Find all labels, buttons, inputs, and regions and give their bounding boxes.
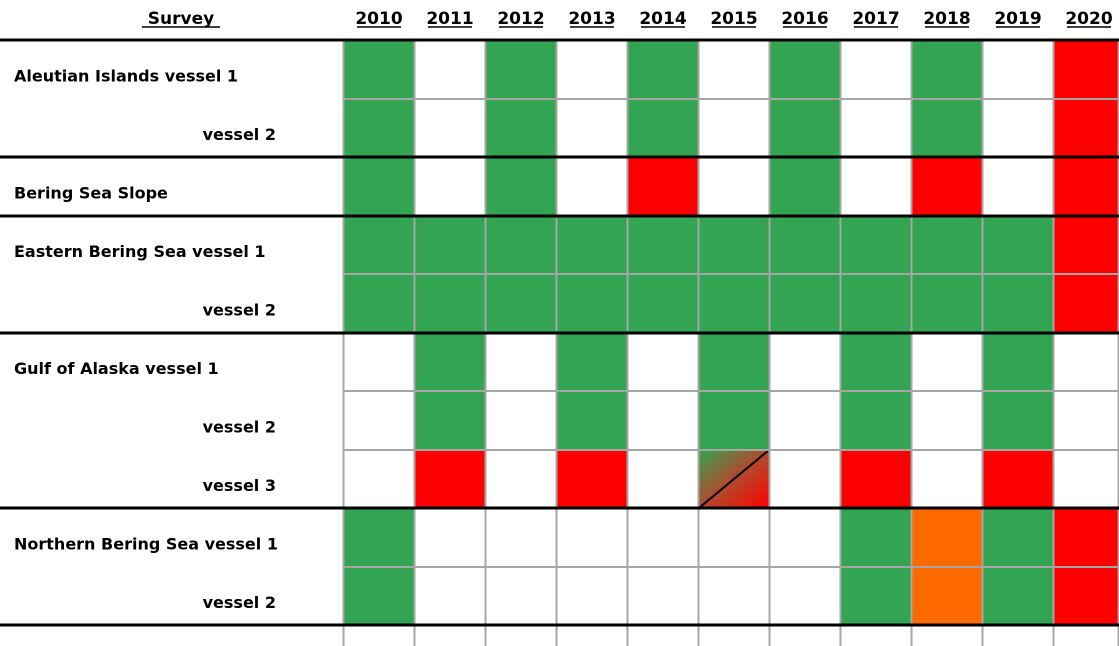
cell-vessel-2-g4-r1-2020 <box>1054 567 1119 625</box>
cell-eastern-bering-sea-vessel-1-g2-r0-2018 <box>912 216 982 274</box>
cell-aleutian-islands-vessel-1-g0-r0-2020 <box>1054 40 1119 99</box>
cell-vessel-2-g4-r1-2013 <box>557 567 627 625</box>
cell-vessel-3-g3-r2-2012 <box>486 450 556 508</box>
cell-northern-bering-sea-vessel-1-g4-r0-2014 <box>628 508 698 567</box>
cell-vessel-2-g4-r1-2018 <box>912 567 982 625</box>
cell-aleutian-islands-vessel-1-g0-r0-2012 <box>486 40 556 99</box>
cell-vessel-2-g0-r1-2017 <box>841 99 911 157</box>
cell-vessel-2-g3-r1-2011 <box>415 391 485 450</box>
cell-gulf-of-alaska-vessel-1-g3-r0-2014 <box>628 333 698 391</box>
cell-gulf-of-alaska-vessel-1-g3-r0-2010 <box>344 333 414 391</box>
cell-vessel-2-g3-r1-2012 <box>486 391 556 450</box>
cell-eastern-bering-sea-vessel-1-g2-r0-2011 <box>415 216 485 274</box>
cell-vessel-3-g3-r2-2018 <box>912 450 982 508</box>
cell-bering-sea-slope-g1-r0-2013 <box>557 157 627 216</box>
cell-eastern-bering-sea-vessel-1-g2-r0-2014 <box>628 216 698 274</box>
cell-vessel-3-g3-r2-2020 <box>1054 450 1119 508</box>
cell-gulf-of-alaska-vessel-1-g3-r0-2011 <box>415 333 485 391</box>
cell-eastern-bering-sea-vessel-1-g2-r0-2010 <box>344 216 414 274</box>
cell-vessel-2-g3-r1-2010 <box>344 391 414 450</box>
cell-aleutian-islands-vessel-1-g0-r0-2014 <box>628 40 698 99</box>
year-tick-label-2017: 2017 <box>852 9 900 29</box>
year-tick-label-2013: 2013 <box>568 9 616 29</box>
cell-vessel-2-g0-r1-2015 <box>699 99 769 157</box>
cell-vessel-2-g0-r1-2012 <box>486 99 556 157</box>
year-tick-label-2016: 2016 <box>781 9 829 29</box>
cell-aleutian-islands-vessel-1-g0-r0-2015 <box>699 40 769 99</box>
cell-eastern-bering-sea-vessel-1-g2-r0-2013 <box>557 216 627 274</box>
cell-aleutian-islands-vessel-1-g0-r0-2013 <box>557 40 627 99</box>
cell-eastern-bering-sea-vessel-1-g2-r0-2012 <box>486 216 556 274</box>
year-tick-label-2020: 2020 <box>1065 9 1113 29</box>
cell-vessel-2-g2-r1-2014 <box>628 274 698 333</box>
cell-northern-bering-sea-vessel-1-g4-r0-2017 <box>841 508 911 567</box>
cell-northern-bering-sea-vessel-1-g4-r0-2010 <box>344 508 414 567</box>
cell-aleutian-islands-vessel-1-g0-r0-2019 <box>983 40 1053 99</box>
year-tick-label-2018: 2018 <box>923 9 971 29</box>
row-label-gulf-of-alaska-vessel-1-g3-r0: Gulf of Alaska vessel 1 <box>14 358 219 378</box>
cell-vessel-2-g0-r1-2016 <box>770 99 840 157</box>
cell-bering-sea-slope-g1-r0-2020 <box>1054 157 1119 216</box>
cell-eastern-bering-sea-vessel-1-g2-r0-2020 <box>1054 216 1119 274</box>
cell-northern-bering-sea-vessel-1-g4-r0-2015 <box>699 508 769 567</box>
cell-eastern-bering-sea-vessel-1-g2-r0-2016 <box>770 216 840 274</box>
year-tick-label-2011: 2011 <box>426 9 474 29</box>
cell-vessel-2-g0-r1-2018 <box>912 99 982 157</box>
cell-vessel-2-g2-r1-2012 <box>486 274 556 333</box>
row-label-bering-sea-slope-g1-r0: Bering Sea Slope <box>14 183 168 203</box>
cell-aleutian-islands-vessel-1-g0-r0-2017 <box>841 40 911 99</box>
cell-vessel-2-g2-r1-2019 <box>983 274 1053 333</box>
cell-gulf-of-alaska-vessel-1-g3-r0-2015 <box>699 333 769 391</box>
cell-vessel-2-g2-r1-2015 <box>699 274 769 333</box>
year-tick-label-2012: 2012 <box>497 9 545 29</box>
cell-gulf-of-alaska-vessel-1-g3-r0-2017 <box>841 333 911 391</box>
cell-vessel-2-g3-r1-2019 <box>983 391 1053 450</box>
cell-vessel-2-g3-r1-2017 <box>841 391 911 450</box>
cell-northern-bering-sea-vessel-1-g4-r0-2011 <box>415 508 485 567</box>
cell-vessel-2-g4-r1-2012 <box>486 567 556 625</box>
cell-bering-sea-slope-g1-r0-2015 <box>699 157 769 216</box>
cell-vessel-3-g3-r2-2016 <box>770 450 840 508</box>
row-label-vessel-2-g4-r1: vessel 2 <box>202 592 276 612</box>
cell-vessel-2-g0-r1-2019 <box>983 99 1053 157</box>
year-tick-label-2015: 2015 <box>710 9 758 29</box>
cell-eastern-bering-sea-vessel-1-g2-r0-2017 <box>841 216 911 274</box>
cell-vessel-2-g0-r1-2011 <box>415 99 485 157</box>
cell-vessel-2-g4-r1-2019 <box>983 567 1053 625</box>
cell-vessel-3-g3-r2-2010 <box>344 450 414 508</box>
cell-vessel-2-g0-r1-2010 <box>344 99 414 157</box>
cell-vessel-2-g0-r1-2013 <box>557 99 627 157</box>
row-label-eastern-bering-sea-vessel-1-g2-r0: Eastern Bering Sea vessel 1 <box>14 241 266 261</box>
cell-vessel-2-g4-r1-2011 <box>415 567 485 625</box>
cell-vessel-2-g2-r1-2016 <box>770 274 840 333</box>
cell-vessel-2-g3-r1-2015 <box>699 391 769 450</box>
cell-vessel-2-g3-r1-2014 <box>628 391 698 450</box>
cell-bering-sea-slope-g1-r0-2014 <box>628 157 698 216</box>
cell-vessel-3-g3-r2-2014 <box>628 450 698 508</box>
cell-aleutian-islands-vessel-1-g0-r0-2011 <box>415 40 485 99</box>
cell-vessel-3-g3-r2-2019 <box>983 450 1053 508</box>
cell-vessel-2-g0-r1-2014 <box>628 99 698 157</box>
year-tick-label-2014: 2014 <box>639 9 687 29</box>
cell-bering-sea-slope-g1-r0-2010 <box>344 157 414 216</box>
cell-aleutian-islands-vessel-1-g0-r0-2018 <box>912 40 982 99</box>
cell-vessel-2-g0-r1-2020 <box>1054 99 1119 157</box>
cell-aleutian-islands-vessel-1-g0-r0-2016 <box>770 40 840 99</box>
cell-vessel-2-g4-r1-2010 <box>344 567 414 625</box>
cell-vessel-3-g3-r2-2017 <box>841 450 911 508</box>
cell-vessel-2-g2-r1-2020 <box>1054 274 1119 333</box>
row-label-vessel-2-g2-r1: vessel 2 <box>202 300 276 320</box>
cell-bering-sea-slope-g1-r0-2017 <box>841 157 911 216</box>
cell-vessel-3-g3-r2-2011 <box>415 450 485 508</box>
cell-northern-bering-sea-vessel-1-g4-r0-2016 <box>770 508 840 567</box>
cell-vessel-2-g2-r1-2017 <box>841 274 911 333</box>
row-label-vessel-2-g0-r1: vessel 2 <box>202 124 276 144</box>
cell-eastern-bering-sea-vessel-1-g2-r0-2019 <box>983 216 1053 274</box>
cell-vessel-2-g4-r1-2015 <box>699 567 769 625</box>
cell-gulf-of-alaska-vessel-1-g3-r0-2019 <box>983 333 1053 391</box>
cell-eastern-bering-sea-vessel-1-g2-r0-2015 <box>699 216 769 274</box>
cell-bering-sea-slope-g1-r0-2011 <box>415 157 485 216</box>
cell-northern-bering-sea-vessel-1-g4-r0-2020 <box>1054 508 1119 567</box>
cell-bering-sea-slope-g1-r0-2019 <box>983 157 1053 216</box>
header-survey-label: Survey <box>147 9 215 29</box>
cell-vessel-2-g2-r1-2013 <box>557 274 627 333</box>
year-tick-label-2019: 2019 <box>994 9 1042 29</box>
cell-gulf-of-alaska-vessel-1-g3-r0-2013 <box>557 333 627 391</box>
year-tick-label-2010: 2010 <box>355 9 403 29</box>
cell-northern-bering-sea-vessel-1-g4-r0-2019 <box>983 508 1053 567</box>
cell-northern-bering-sea-vessel-1-g4-r0-2018 <box>912 508 982 567</box>
cell-bering-sea-slope-g1-r0-2018 <box>912 157 982 216</box>
cell-vessel-2-g4-r1-2017 <box>841 567 911 625</box>
cell-aleutian-islands-vessel-1-g0-r0-2010 <box>344 40 414 99</box>
cell-gulf-of-alaska-vessel-1-g3-r0-2020 <box>1054 333 1119 391</box>
row-label-vessel-3-g3-r2: vessel 3 <box>202 475 276 495</box>
cell-vessel-2-g2-r1-2011 <box>415 274 485 333</box>
cell-gulf-of-alaska-vessel-1-g3-r0-2018 <box>912 333 982 391</box>
cell-bering-sea-slope-g1-r0-2016 <box>770 157 840 216</box>
cell-vessel-2-g3-r1-2013 <box>557 391 627 450</box>
cell-vessel-2-g4-r1-2014 <box>628 567 698 625</box>
cell-vessel-2-g2-r1-2010 <box>344 274 414 333</box>
cell-vessel-2-g3-r1-2016 <box>770 391 840 450</box>
cell-vessel-2-g4-r1-2016 <box>770 567 840 625</box>
cell-vessel-2-g3-r1-2020 <box>1054 391 1119 450</box>
cell-bering-sea-slope-g1-r0-2012 <box>486 157 556 216</box>
row-label-aleutian-islands-vessel-1-g0-r0: Aleutian Islands vessel 1 <box>14 66 239 86</box>
cell-vessel-2-g3-r1-2018 <box>912 391 982 450</box>
cell-northern-bering-sea-vessel-1-g4-r0-2012 <box>486 508 556 567</box>
cell-northern-bering-sea-vessel-1-g4-r0-2013 <box>557 508 627 567</box>
row-label-vessel-2-g3-r1: vessel 2 <box>202 417 276 437</box>
cell-vessel-3-g3-r2-2013 <box>557 450 627 508</box>
cell-gulf-of-alaska-vessel-1-g3-r0-2016 <box>770 333 840 391</box>
cell-vessel-2-g2-r1-2018 <box>912 274 982 333</box>
row-label-northern-bering-sea-vessel-1-g4-r0: Northern Bering Sea vessel 1 <box>14 534 278 554</box>
cell-gulf-of-alaska-vessel-1-g3-r0-2012 <box>486 333 556 391</box>
